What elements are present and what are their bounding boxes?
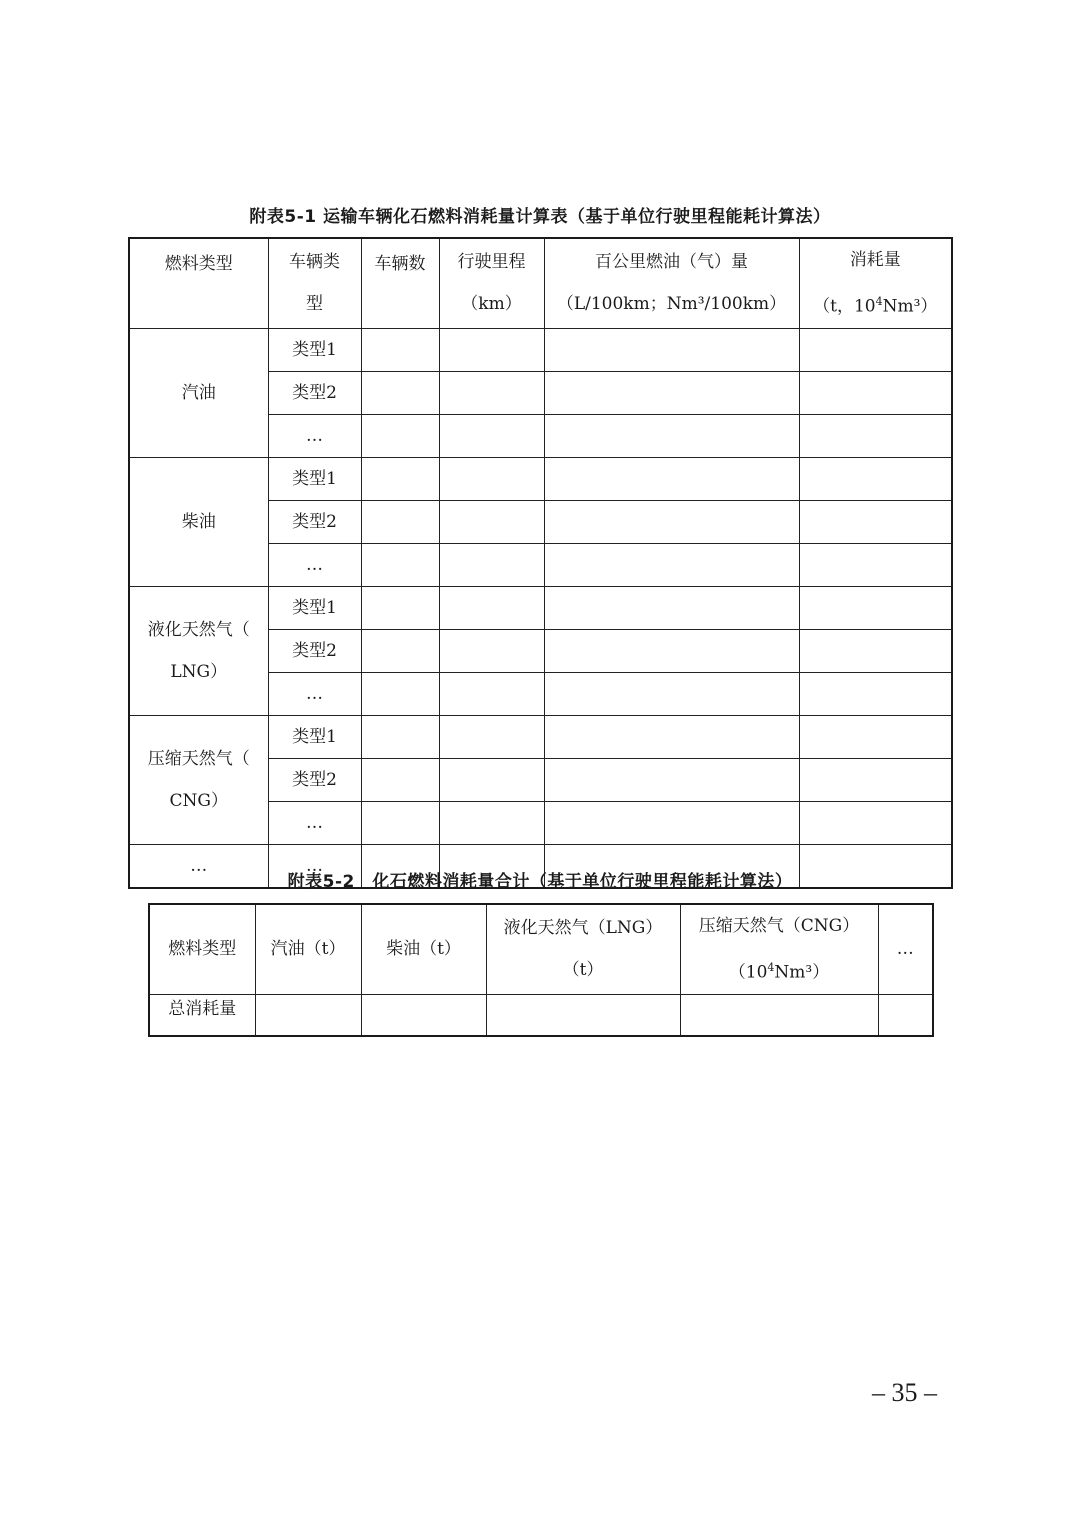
empty-cell[interactable] xyxy=(799,457,952,500)
type-cell: 类型1 xyxy=(268,457,361,500)
header-vehicle-type: 车辆类 型 xyxy=(268,238,361,328)
empty-cell[interactable] xyxy=(799,586,952,629)
table2-caption: 附表5-2 化石燃料消耗量合计（基于单位行驶里程能耗计算法） xyxy=(287,872,793,892)
empty-cell[interactable] xyxy=(361,414,439,457)
table1-header-row xyxy=(129,238,952,328)
empty-cell[interactable] xyxy=(439,543,544,586)
empty-cell[interactable] xyxy=(361,457,439,500)
empty-cell[interactable] xyxy=(439,414,544,457)
empty-cell[interactable] xyxy=(439,801,544,844)
empty-cell[interactable] xyxy=(680,994,878,1036)
empty-cell[interactable] xyxy=(439,586,544,629)
empty-cell[interactable] xyxy=(361,629,439,672)
fuel-cell: 液化天然气（ LNG） xyxy=(129,586,268,715)
empty-cell[interactable] xyxy=(544,715,799,758)
fuel-cell: … xyxy=(129,844,268,888)
fuel-total-table xyxy=(148,903,934,1037)
type-cell: 类型2 xyxy=(268,758,361,801)
header-fuel-type: 燃料类型 xyxy=(129,238,268,328)
type-cell: 类型2 xyxy=(268,629,361,672)
table-row xyxy=(129,328,952,371)
empty-cell[interactable] xyxy=(799,801,952,844)
table-row xyxy=(129,457,952,500)
empty-cell[interactable] xyxy=(439,500,544,543)
header-vehicle-count: 车辆数 xyxy=(361,238,439,328)
empty-cell[interactable] xyxy=(361,586,439,629)
empty-cell[interactable] xyxy=(361,801,439,844)
header-diesel: 柴油（t） xyxy=(361,904,486,994)
empty-cell[interactable] xyxy=(799,500,952,543)
empty-cell[interactable] xyxy=(361,672,439,715)
empty-cell[interactable] xyxy=(361,328,439,371)
fuel-cell: 汽油 xyxy=(129,328,268,457)
empty-cell[interactable] xyxy=(544,500,799,543)
empty-cell[interactable] xyxy=(544,758,799,801)
fuel-cell: 压缩天然气（ CNG） xyxy=(129,715,268,844)
type-cell: 类型1 xyxy=(268,328,361,371)
empty-cell[interactable] xyxy=(544,414,799,457)
empty-cell[interactable] xyxy=(544,586,799,629)
type-cell: 类型2 xyxy=(268,371,361,414)
header-gasoline: 汽油（t） xyxy=(255,904,361,994)
empty-cell[interactable] xyxy=(544,457,799,500)
table2-header-row xyxy=(149,904,933,994)
empty-cell[interactable] xyxy=(361,994,486,1036)
empty-cell[interactable] xyxy=(439,457,544,500)
type-cell: … xyxy=(268,672,361,715)
table-row xyxy=(129,586,952,629)
table-row xyxy=(129,715,952,758)
header-mileage: 行驶里程 （km） xyxy=(439,238,544,328)
empty-cell[interactable] xyxy=(544,328,799,371)
type-cell: 类型2 xyxy=(268,500,361,543)
empty-cell[interactable] xyxy=(878,994,933,1036)
type-cell: 类型1 xyxy=(268,715,361,758)
empty-cell[interactable] xyxy=(799,715,952,758)
empty-cell[interactable] xyxy=(361,500,439,543)
empty-cell[interactable] xyxy=(255,994,361,1036)
empty-cell[interactable] xyxy=(799,371,952,414)
header-consumption: 消耗量 （t，$10^4Nm^3$） xyxy=(799,238,952,328)
empty-cell[interactable] xyxy=(439,328,544,371)
empty-cell[interactable] xyxy=(361,715,439,758)
header-fuel-type: 燃料类型 xyxy=(149,904,255,994)
page-number: – 35 – xyxy=(872,1378,937,1407)
empty-cell[interactable] xyxy=(544,543,799,586)
empty-cell[interactable] xyxy=(799,758,952,801)
type-cell: … xyxy=(268,543,361,586)
empty-cell[interactable] xyxy=(361,543,439,586)
empty-cell[interactable] xyxy=(544,371,799,414)
empty-cell[interactable] xyxy=(439,629,544,672)
header-more: … xyxy=(878,904,933,994)
empty-cell[interactable] xyxy=(361,371,439,414)
type-cell: … xyxy=(268,414,361,457)
empty-cell[interactable] xyxy=(799,543,952,586)
empty-cell[interactable] xyxy=(439,371,544,414)
header-cng: 压缩天然气（CNG） $(10^4Nm^3)$ xyxy=(680,904,878,994)
empty-cell[interactable] xyxy=(799,328,952,371)
type-cell: … xyxy=(268,801,361,844)
total-label: 总消耗量 xyxy=(149,994,255,1036)
empty-cell[interactable] xyxy=(439,715,544,758)
type-cell: … xyxy=(268,844,361,888)
table-row xyxy=(149,994,933,1036)
empty-cell[interactable] xyxy=(439,672,544,715)
empty-cell[interactable] xyxy=(486,994,680,1036)
empty-cell[interactable] xyxy=(799,414,952,457)
empty-cell[interactable] xyxy=(544,672,799,715)
header-per100km: 百公里燃油（气）量 （L/100km；Nm³/100km） xyxy=(544,238,799,328)
empty-cell[interactable] xyxy=(544,801,799,844)
vehicle-fuel-table xyxy=(128,237,953,889)
empty-cell[interactable] xyxy=(361,758,439,801)
type-cell: 类型1 xyxy=(268,586,361,629)
empty-cell[interactable] xyxy=(799,672,952,715)
fuel-cell: 柴油 xyxy=(129,457,268,586)
empty-cell[interactable] xyxy=(799,629,952,672)
empty-cell[interactable] xyxy=(439,758,544,801)
table1-caption: 附表5-1 运输车辆化石燃料消耗量计算表（基于单位行驶里程能耗计算法） xyxy=(249,207,831,227)
header-lng: 液化天然气（LNG） （t） xyxy=(486,904,680,994)
empty-cell[interactable] xyxy=(544,629,799,672)
